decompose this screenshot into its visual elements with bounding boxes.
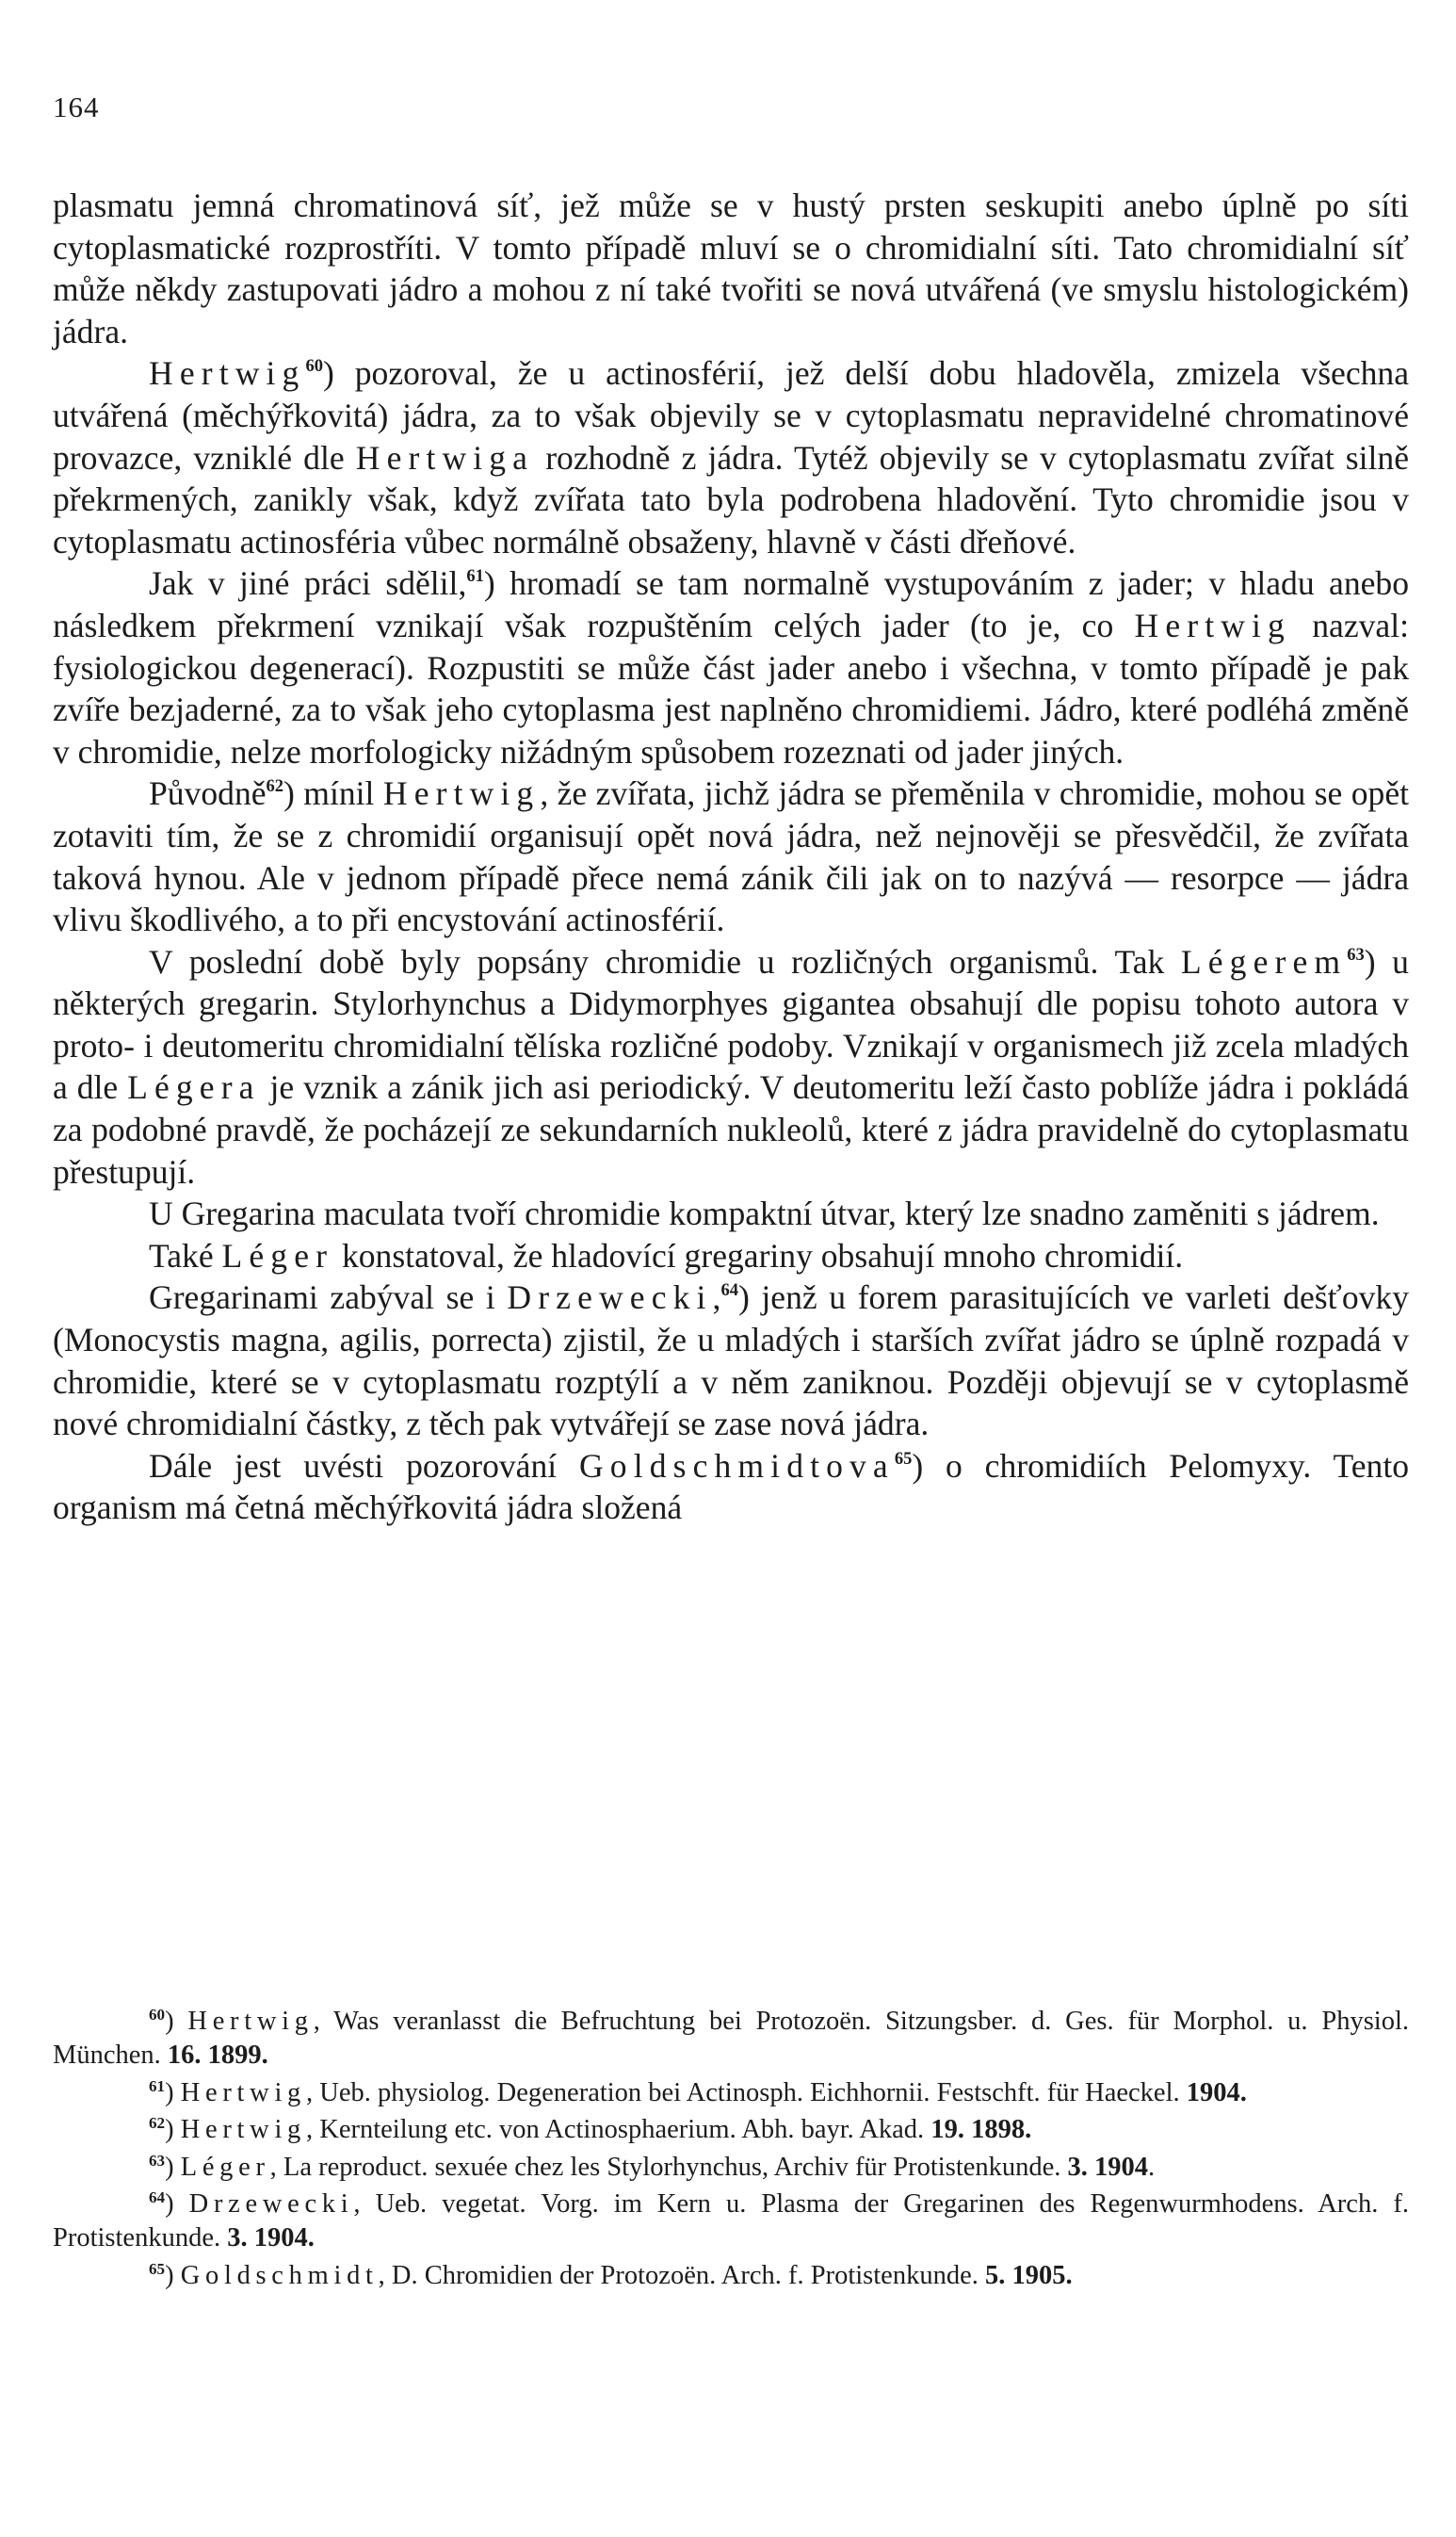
author-name: Hertwig [149, 354, 306, 393]
text-run: nazval: fysiologickou degenerací). Rozpustiti se může část jader anebo i všechna, v tomto případě je pak zvíře bezjaderné, za to však jeho cytoplasma jest naplněno chromidiemi. Jádro, které podléhá změně v chromidie, nelze morfologicky nižádným spůsobem rozeznati od jader jiných. [53, 606, 1409, 771]
text-run: plasmatu jemná chromatinová síť, jež může se v hustý prsten seskupiti anebo úplně po síti cytoplasmatické rozprostříti. V tomto případě mluví se o chromidialní síti. Tato chromidialní síť může někdy zastupovati jádro a mohou z ní také tvořiti se nová utvářená (ve smyslu histologickém) jádra. [53, 187, 1409, 350]
author-name: Drzewecki [507, 1278, 713, 1317]
body-text [53, 185, 1409, 1529]
text-run: V poslední době byly popsány chromidie u rozličných organismů. Tak [149, 942, 1181, 981]
text-run: , Was veranlasst die Befruchtung bei Protozoën. Sitzungsber. d. Ges. für Morphol. u. Physiol. München. [53, 2007, 1410, 2071]
footnote [53, 2187, 1409, 2256]
text-run: rozhodně z jádra. Tytéž objevily se v cytoplasmatu zvířat silně překrmených, zanikly však, když zvířata tato byla podrobena hladovění. Tyto chromidie jsou v cytoplasmatu actinosféria vůbec normálně obsaženy, hlavně v části dřeňové. [53, 438, 1409, 561]
citation-volume-year: 16. 1899. [167, 2041, 268, 2071]
author-name: Hertwig [187, 2007, 314, 2036]
footnote [53, 2113, 1409, 2147]
footnote-ref: 60 [305, 357, 323, 377]
text-run: , Ueb. physiolog. Degeneration bei Actinosph. Eichhornii. Festschft. für Haeckel. [306, 2077, 1187, 2107]
citation-volume-year: 5. 1905. [984, 2260, 1073, 2290]
text-run: ) [165, 2260, 181, 2290]
paragraph [53, 1235, 1409, 1277]
citation-volume-year: 19. 1898. [930, 2115, 1032, 2145]
footnotes [53, 2005, 1409, 2296]
text-run: , že zvířata, jichž jádra se přeměnila v chromidie, mohou se opět zotaviti tím, že se z chromidií organisují opět nová jádra, než nejnověji se přesvědčil, že zvířata taková hynou. Ale v jednom případě přece nemá zánik čili jak on to nazývá — resorpce — jádra vlivu škodlivého, a to při encystování actinosférií. [53, 774, 1409, 939]
text-run: , D. Chromidien der Protozoën. Arch. f. Protistenkunde. [378, 2260, 985, 2290]
footnote-ref: 65 [894, 1449, 913, 1469]
author-name: Hertwig [180, 2077, 307, 2107]
text-run: Také [149, 1236, 222, 1275]
footnote [53, 2005, 1409, 2074]
text-run: Jak v jiné práci sdělil, [149, 564, 467, 603]
author-name: Léger [221, 1236, 334, 1275]
author-name: Léger [180, 2152, 270, 2182]
text-run: ) [165, 2007, 188, 2036]
paragraph [53, 352, 1409, 562]
author-name: Hertwig [180, 2115, 307, 2145]
paragraph [53, 772, 1409, 940]
paragraph [53, 1445, 1409, 1529]
text-run: ) [165, 2189, 189, 2220]
text-run: , Ueb. vegetat. Vorg. im Kern u. Plasma der Gregarinen des Regenwurmhodens. Arch. f. Protistenkunde. [53, 2189, 1409, 2253]
text-run: ) o chromidiích Pelomyxy. Tento organism má četná měchýřkovitá jádra složená [53, 1446, 1409, 1527]
footnote-ref: 64 [149, 2187, 166, 2206]
paragraph [53, 185, 1409, 352]
citation-volume-year: 3. 1904 [1067, 2152, 1149, 2182]
author-name: Goldschmidt [180, 2260, 379, 2290]
footnote-ref: 61 [149, 2076, 166, 2095]
footnote [53, 2151, 1409, 2185]
footnote [53, 2076, 1409, 2110]
text-run: ) u některých gregarin. Stylorhynchus a Didymorphyes gigantea obsahují dle popisu tohoto autora v proto- i deutomeritu chromidialní tělíska rozličné podoby. Vznikají v organismech již zcela mladých a dle [53, 942, 1409, 1107]
text-run: ) [165, 2152, 181, 2182]
footnote-ref: 65 [149, 2259, 166, 2278]
page-number: 164 [53, 90, 100, 123]
text-run: ) pozoroval, že u actinosférií, jež delší dobu hladověla, zmizela všechna utvářená (měchýřkovitá) jádra, za to však objevily se v cytoplasmatu nepravidelné chromatinové provazce, vzniklé dle [53, 354, 1409, 477]
author-name: Hertwig [382, 774, 541, 813]
footnote-ref: 64 [720, 1281, 738, 1301]
author-name: Drzewecki [188, 2189, 354, 2220]
author-name: Légera [127, 1068, 261, 1107]
text-run: ) hromadí se tam normalně vystupováním z jader; v hladu anebo následkem překrmení vznikají však rozpuštěním celých jader (to je, co [53, 564, 1409, 644]
footnote-ref: 62 [149, 2113, 166, 2132]
author-name: Hertwiga [355, 438, 535, 477]
paragraph [53, 1193, 1409, 1235]
footnote-ref: 63 [149, 2151, 166, 2170]
footnote-ref: 62 [266, 777, 284, 797]
text-run: , Kernteilung etc. von Actinosphaerium. Abh. bayr. Akad. [306, 2115, 931, 2145]
footnote-ref: 61 [466, 567, 484, 587]
text-run: Gregarinami zabýval se i [149, 1278, 508, 1317]
text-run: , [712, 1278, 721, 1317]
text-run: ) mínil [283, 774, 383, 813]
footnote-ref: 63 [1347, 945, 1365, 965]
citation-volume-year: 3. 1904. [227, 2223, 315, 2253]
text-run: je vznik a zánik jich asi periodický. V deutomeritu leží často poblíže jádra i pokládá za podobné pravdě, že pocházejí ze sekundarních nukleolů, které z jádra pravidelně do cytoplasmatu přestupují. [53, 1068, 1409, 1191]
text-run: U Gregarina maculata tvoří chromidie kompaktní útvar, který lze snadno zaměniti s jádrem. [149, 1195, 1380, 1233]
text-run: ) [165, 2077, 181, 2107]
text-run: ) [165, 2115, 181, 2145]
author-name: Hertwig [1134, 606, 1291, 644]
paragraph [53, 1277, 1409, 1444]
paragraph [53, 941, 1409, 1194]
citation-volume-year: 1904. [1186, 2077, 1247, 2107]
author-name: Légerem [1180, 942, 1348, 981]
author-name: Goldschmidtova [578, 1446, 895, 1485]
paragraph [53, 562, 1409, 772]
text-run: . [1148, 2152, 1156, 2182]
text-run: ) jenž u forem parasitujících ve varleti dešťovky (Monocystis magna, agilis, porrecta) zjistil, že u mladých i starších zvířat jádro se úplně rozpadá v chromidie, které se v cytoplasmatu rozptýlí a v něm zaniknou. Později objevují se v cytoplasmě nové chromidialní částky, z těch pak vytvářejí se zase nová jádra. [53, 1278, 1409, 1443]
footnote [53, 2259, 1409, 2293]
text-run: Dále jest uvésti pozorování [149, 1446, 579, 1485]
text-run: , La reproduct. sexuée chez les Stylorhynchus, Archiv für Protistenkunde. [269, 2152, 1068, 2182]
text-run: Původně [149, 774, 267, 813]
text-run: konstatoval, že hladovící gregariny obsahují mnoho chromidií. [333, 1236, 1184, 1275]
footnote-ref: 60 [149, 2005, 166, 2024]
